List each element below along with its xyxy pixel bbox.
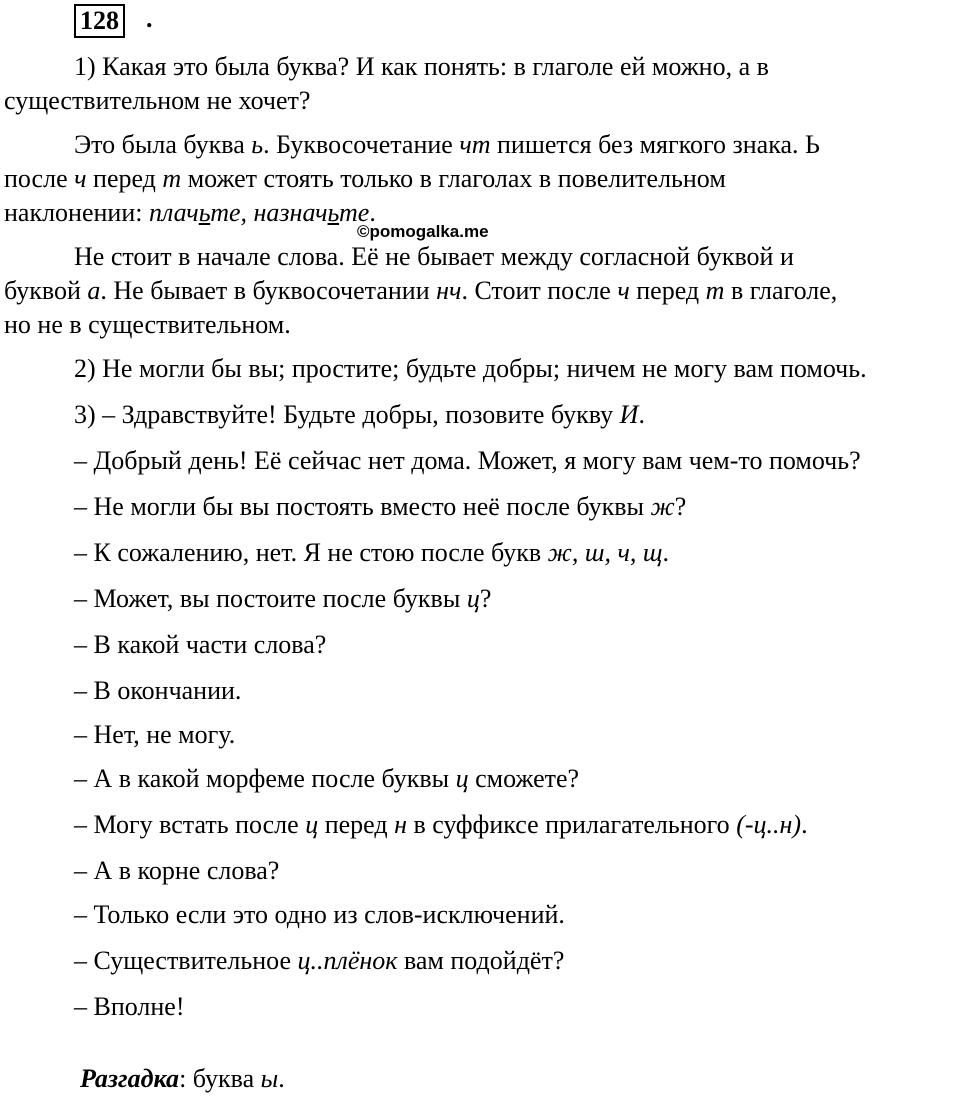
dialogue-line-11: – А в корне слова?	[74, 856, 280, 885]
dialogue-line-10: – Могу встать после ц перед н в суффиксе прилагательного (-ц..н).	[74, 810, 808, 839]
dialogue-line-7: – В окончании.	[74, 676, 242, 705]
exercise-number: 128	[74, 4, 125, 38]
answer-label: Разгадка	[80, 1064, 180, 1093]
dialogue-line-3: – Не могли бы вы постоять вместо неё после буквы ж?	[74, 492, 687, 521]
dialogue-line-8: – Нет, не могу.	[74, 720, 236, 749]
question-2: 2) Не могли бы вы; простите; будьте добры; ничем не могу вам помочь.	[74, 354, 867, 383]
question-1-line-2: существительном не хочет?	[4, 86, 311, 115]
exercise-number-dot: .	[146, 4, 153, 33]
dialogue-line-2: – Добрый день! Её сейчас нет дома. Может, я могу вам чем-то помочь?	[74, 446, 861, 475]
answer-1-line-3: наклонении: плачьте, назначьте.	[4, 198, 376, 227]
answer-2-line-3: но не в существительном.	[4, 310, 291, 339]
answer-1-line-1: Это была буква ь. Буквосочетание чт пишется без мягкого знака. Ь	[74, 130, 820, 159]
dialogue-line-5: – Может, вы постоите после буквы ц?	[74, 584, 492, 613]
answer-line: Разгадка: буква ы.	[80, 1064, 285, 1093]
dialogue-line-12: – Только если это одно из слов-исключений.	[74, 900, 565, 929]
dialogue-line-1: 3) – Здравствуйте! Будьте добры, позовите букву И.	[74, 400, 645, 429]
dialogue-line-14: – Вполне!	[74, 992, 185, 1021]
dialogue-line-6: – В какой части слова?	[74, 630, 327, 659]
answer-1-line-2: после ч перед т может стоять только в глаголах в повелительном	[4, 164, 726, 193]
answer-2-line-1: Не стоит в начале слова. Её не бывает между согласной буквой и	[74, 242, 794, 271]
dialogue-line-13: – Существительное ц..плёнок вам подойдёт?	[74, 946, 565, 975]
watermark: ©pomogalka.me	[357, 222, 489, 241]
question-1-line-1: 1) Какая это была буква? И как понять: в глаголе ей можно, а в	[74, 52, 769, 81]
dialogue-line-4: – К сожалению, нет. Я не стою после букв ж, ш, ч, щ.	[74, 538, 669, 567]
answer-2-line-2: буквой а. Не бывает в буквосочетании нч. Стоит после ч перед т в глаголе,	[4, 276, 838, 305]
dialogue-line-9: – А в какой морфеме после буквы ц сможете?	[74, 764, 580, 793]
